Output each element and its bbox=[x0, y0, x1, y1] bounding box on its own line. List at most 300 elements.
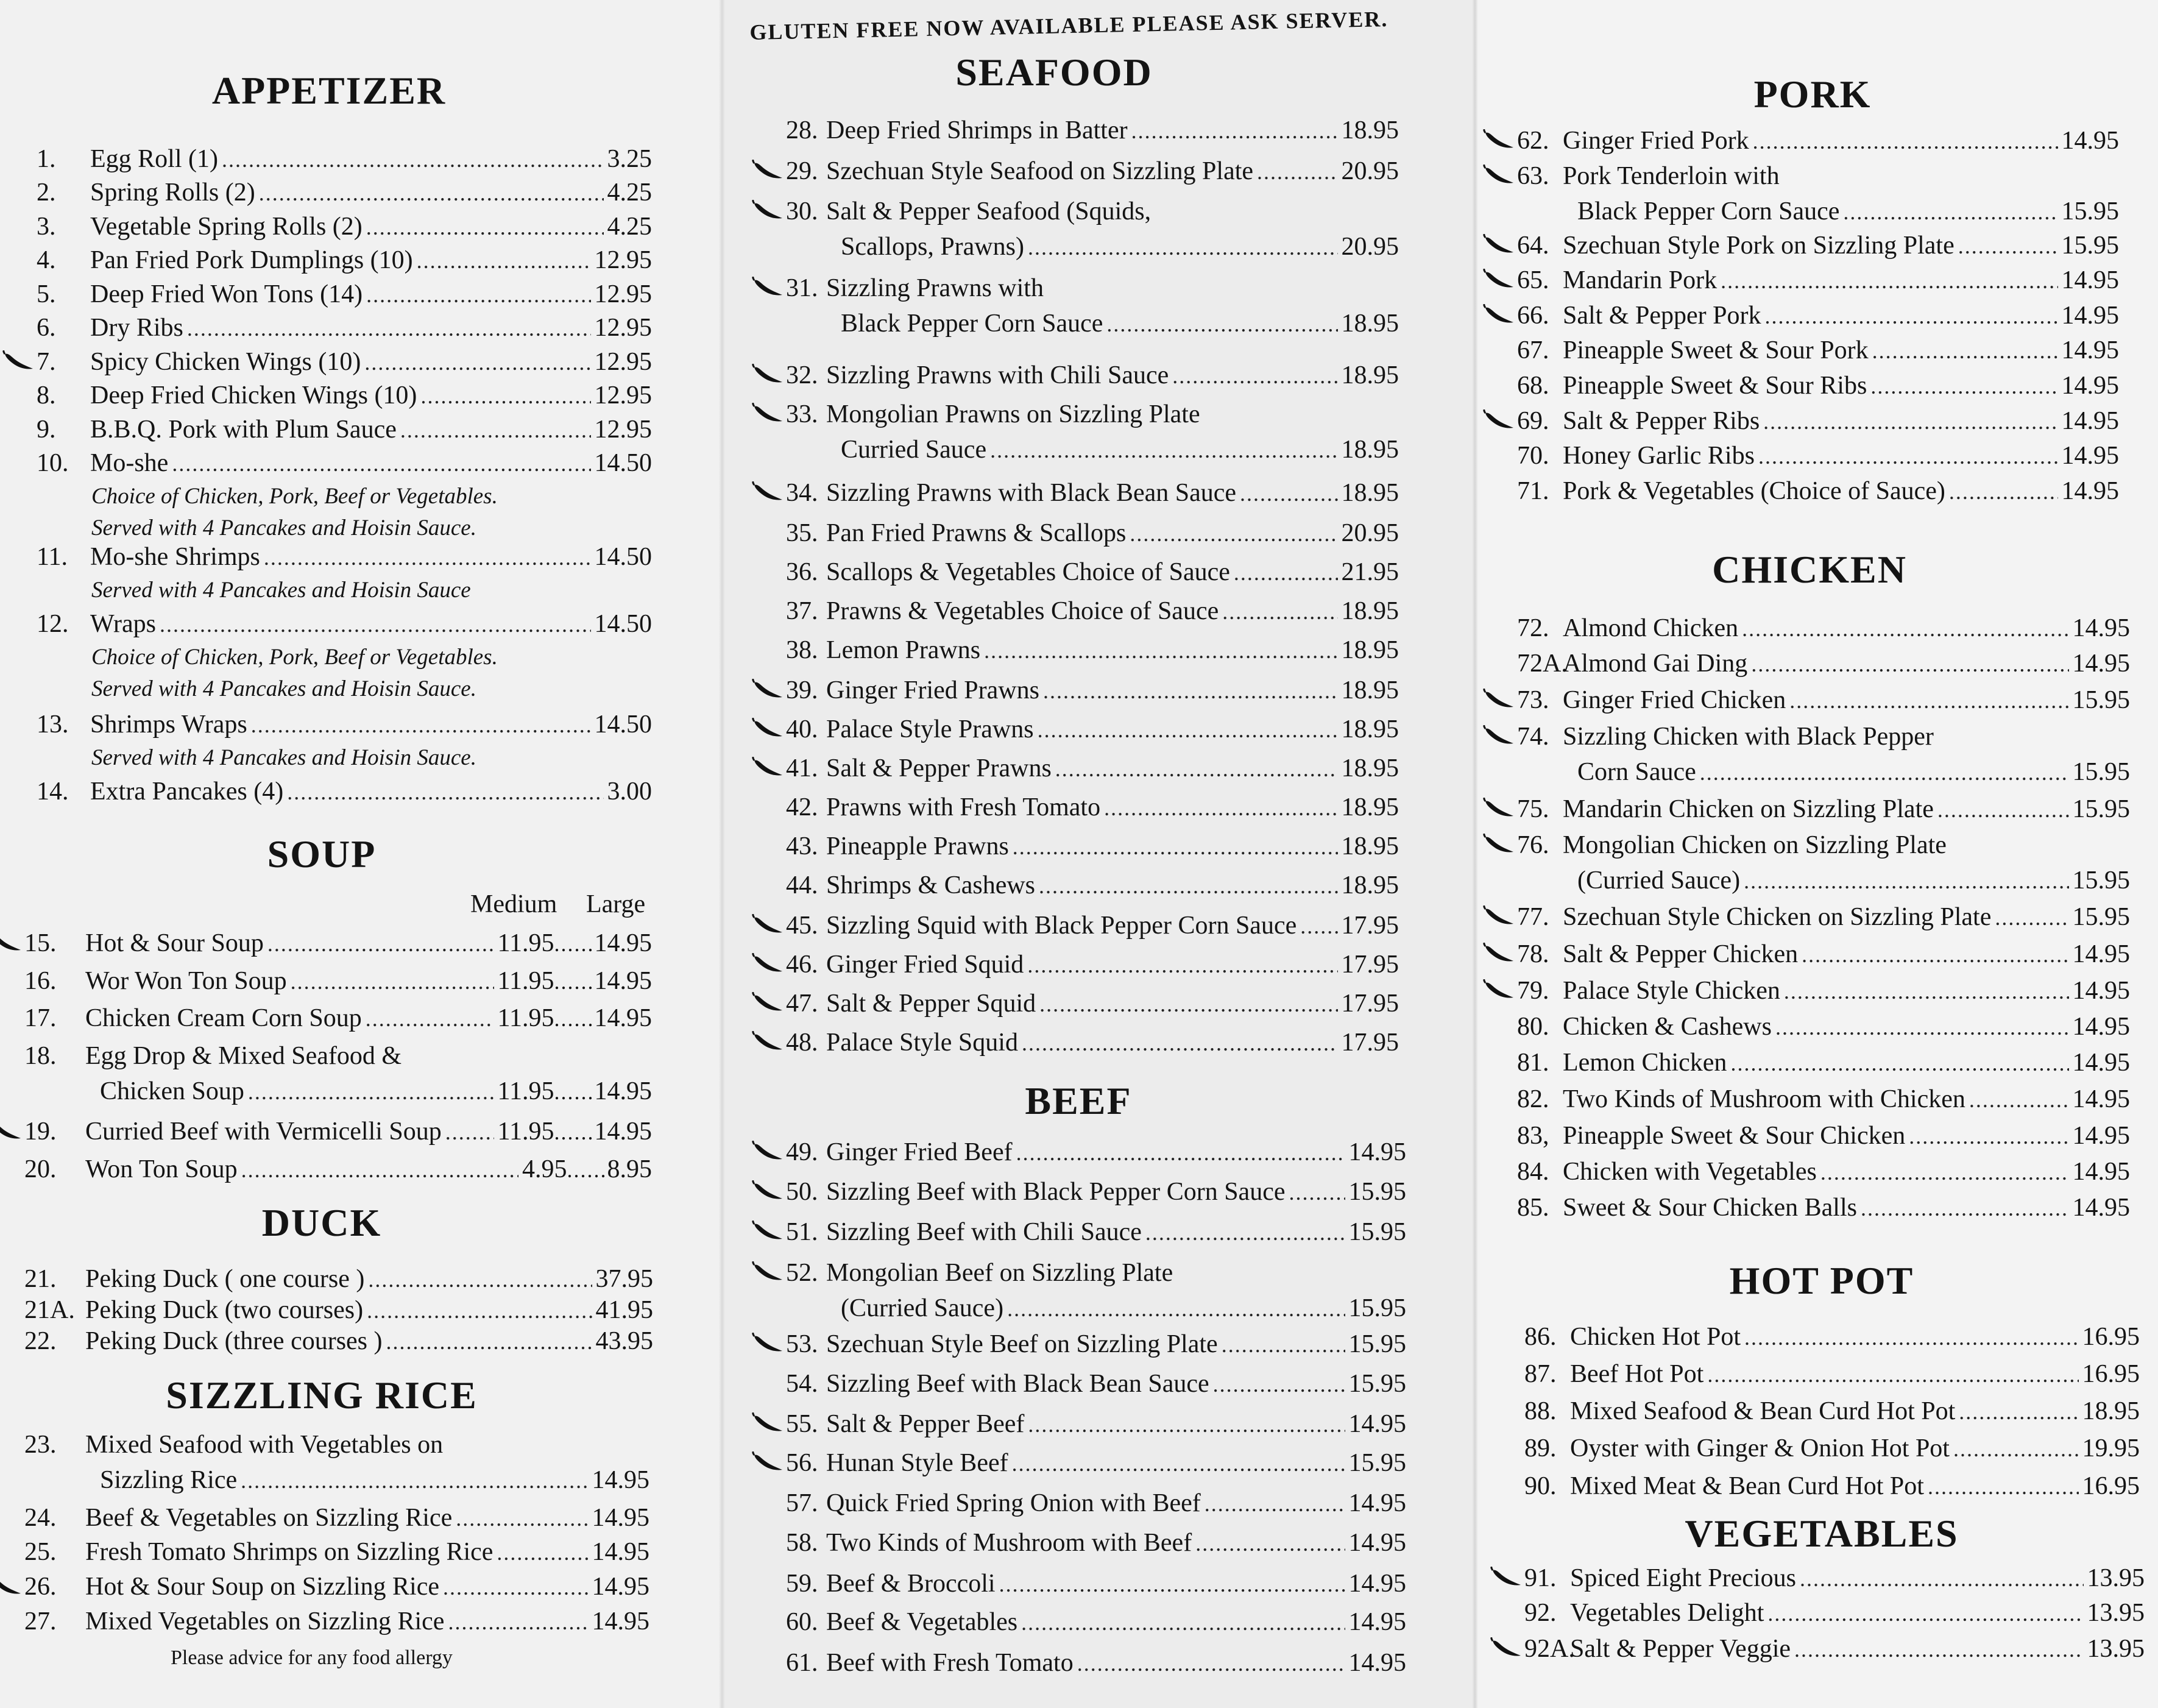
menu-item bbox=[786, 594, 1399, 629]
item-name: Egg Drop & Mixed Seafood & bbox=[85, 1042, 402, 1070]
menu-item bbox=[1517, 1082, 2130, 1117]
item-name: Sizzling Chicken with Black Pepper bbox=[1563, 723, 1934, 751]
chili-pepper-icon bbox=[752, 1451, 784, 1472]
item-name: Mongolian Prawns on Sizzling Plate bbox=[826, 400, 1200, 428]
leader-dots bbox=[1949, 474, 2058, 509]
item-name: Pineapple Sweet & Sour Ribs bbox=[1563, 372, 1867, 400]
menu-item bbox=[1517, 333, 2119, 368]
item-price: 3.25 bbox=[607, 145, 652, 173]
item-price: 13.95 bbox=[2087, 1635, 2145, 1663]
leader-dots bbox=[1958, 229, 2058, 264]
leader-dots bbox=[497, 1535, 588, 1570]
menu-item bbox=[37, 606, 652, 642]
item-price: 14.95 bbox=[1348, 1410, 1406, 1438]
price-medium: 11.95 bbox=[497, 929, 554, 957]
chili-pepper-icon bbox=[1483, 165, 1515, 185]
item-price: 14.95 bbox=[2072, 1122, 2130, 1150]
leader-dots bbox=[443, 1570, 589, 1605]
menu-item bbox=[24, 926, 652, 961]
menu-item bbox=[786, 633, 1399, 668]
item-number: 67. bbox=[1517, 336, 1549, 364]
item-price: 18.95 bbox=[1341, 871, 1399, 899]
leader-dots bbox=[1257, 154, 1337, 190]
item-number: 32. bbox=[786, 361, 818, 389]
leader-dots bbox=[1730, 1046, 2068, 1081]
item-name: Peking Duck ( one course ) bbox=[85, 1265, 365, 1293]
leader-dots bbox=[1240, 476, 1337, 511]
item-number: 39. bbox=[786, 676, 818, 704]
item-price: 12.95 bbox=[594, 381, 652, 409]
item-name: Salt & Pepper Ribs bbox=[1563, 407, 1760, 435]
leader-dots bbox=[1300, 909, 1337, 944]
item-name: Wraps bbox=[90, 610, 156, 638]
item-name: Lemon Prawns bbox=[826, 636, 981, 664]
item-number: 87. bbox=[1524, 1360, 1557, 1388]
chili-pepper-icon bbox=[1483, 798, 1515, 818]
item-name: Dry Ribs bbox=[90, 314, 183, 342]
item-name: Hot & Sour Soup bbox=[85, 929, 264, 957]
leader-dots bbox=[1753, 124, 2058, 159]
menu-item bbox=[786, 1566, 1406, 1601]
item-number: 33. bbox=[786, 400, 818, 428]
item-name: Deep Fried Won Tons (14) bbox=[90, 280, 363, 308]
leader-dots bbox=[1742, 611, 2068, 647]
item-price: 16.95 bbox=[2082, 1472, 2140, 1500]
item-name: Ginger Fried Beef bbox=[826, 1138, 1013, 1166]
menu-item bbox=[24, 1292, 653, 1328]
item-number: 75. bbox=[1517, 795, 1549, 823]
menu-item bbox=[786, 947, 1399, 982]
leader-dots bbox=[1721, 263, 2057, 299]
item-name: Sizzling Beef with Black Bean Sauce bbox=[826, 1370, 1209, 1398]
menu-item bbox=[1517, 158, 2119, 194]
leader-dots bbox=[1707, 1357, 2078, 1392]
item-name: Deep Fried Shrimps in Batter bbox=[826, 116, 1128, 144]
item-number: 72. bbox=[1517, 614, 1549, 642]
item-name: Mixed Vegetables on Sizzling Rice bbox=[85, 1607, 445, 1635]
item-price: 20.95 bbox=[1341, 519, 1399, 547]
menu-item-line-2 bbox=[1517, 863, 2130, 898]
item-price: 14.95 bbox=[1348, 1570, 1406, 1598]
menu-item bbox=[1524, 1561, 2145, 1596]
item-name: Beef Hot Pot bbox=[1570, 1360, 1704, 1388]
item-number: 21A. bbox=[24, 1296, 75, 1324]
leader-dots bbox=[999, 1567, 1345, 1602]
item-price: 12.95 bbox=[594, 416, 652, 444]
item-number: 61. bbox=[786, 1649, 818, 1677]
item-name: Vegetables Delight bbox=[1570, 1599, 1764, 1627]
price-large: 14.95 bbox=[594, 1004, 652, 1032]
section-title-hot-pot: HOT POT bbox=[1729, 1259, 1914, 1302]
item-name-continued: Chicken Soup bbox=[100, 1077, 244, 1105]
item-name: Oyster with Ginger & Onion Hot Pot bbox=[1570, 1434, 1950, 1462]
menu-item bbox=[37, 539, 652, 575]
price-medium: 11.95 bbox=[497, 1077, 554, 1105]
item-number: 58. bbox=[786, 1529, 818, 1557]
item-description: Choice of Chicken, Pork, Beef or Vegetables. bbox=[91, 645, 498, 670]
item-name: Lemon Chicken bbox=[1563, 1049, 1727, 1077]
leader-dots bbox=[1969, 1082, 2069, 1118]
section-title-pork: PORK bbox=[1753, 73, 1872, 116]
menu-item bbox=[1517, 403, 2119, 439]
menu-item bbox=[786, 1366, 1406, 1401]
leader-dots bbox=[1145, 1215, 1345, 1250]
item-name: Pan Fried Pork Dumplings (10) bbox=[90, 246, 413, 274]
price-large: 14.95 bbox=[594, 1118, 652, 1146]
item-price: 18.95 bbox=[1341, 636, 1399, 664]
item-name-continued: Corn Sauce bbox=[1577, 758, 1696, 786]
section-title-chicken: CHICKEN bbox=[1712, 548, 1907, 591]
item-name: Prawns & Vegetables Choice of Sauce bbox=[826, 597, 1219, 625]
item-number: 47. bbox=[786, 990, 818, 1018]
item-number: 22. bbox=[24, 1327, 57, 1355]
item-name: Chicken Hot Pot bbox=[1570, 1323, 1741, 1351]
leader-dots bbox=[241, 1463, 588, 1498]
leader-dots bbox=[1039, 987, 1337, 1022]
item-number: 5. bbox=[37, 280, 56, 308]
item-name: Prawns with Fresh Tomato bbox=[826, 793, 1101, 821]
item-price: 16.95 bbox=[2082, 1323, 2140, 1351]
leader-dots bbox=[187, 311, 591, 346]
menu-item bbox=[1517, 1154, 2130, 1189]
leader-dots bbox=[554, 964, 595, 999]
leader-dots bbox=[1104, 790, 1337, 826]
leader-dots bbox=[241, 1152, 518, 1188]
menu-item bbox=[786, 673, 1399, 708]
item-number: 20. bbox=[24, 1155, 57, 1183]
menu-item bbox=[1517, 1045, 2130, 1080]
item-number: 84. bbox=[1517, 1158, 1549, 1186]
item-number: 15. bbox=[24, 929, 57, 957]
item-price: 12.95 bbox=[594, 348, 652, 376]
item-name: Chicken Cream Corn Soup bbox=[85, 1004, 362, 1032]
leader-dots bbox=[1038, 712, 1338, 748]
leader-dots bbox=[1195, 1526, 1345, 1561]
chili-pepper-icon bbox=[752, 277, 784, 297]
chili-pepper-icon bbox=[752, 914, 784, 935]
item-price: 14.95 bbox=[1348, 1489, 1406, 1517]
item-name: Chicken with Vegetables bbox=[1563, 1158, 1817, 1186]
item-price: 14.50 bbox=[594, 610, 652, 638]
menu-item bbox=[1517, 473, 2119, 509]
item-price: 14.95 bbox=[592, 1573, 649, 1601]
menu-item bbox=[786, 475, 1399, 511]
menu-item bbox=[37, 412, 652, 447]
item-price: 15.95 bbox=[2061, 232, 2119, 260]
chili-pepper-icon bbox=[1483, 129, 1515, 150]
item-price: 43.95 bbox=[595, 1327, 653, 1355]
leader-dots bbox=[172, 446, 590, 481]
item-name-continued: Curried Sauce bbox=[841, 436, 987, 464]
chili-pepper-icon bbox=[752, 1180, 784, 1201]
item-number: 40. bbox=[786, 715, 818, 743]
item-price: 14.95 bbox=[592, 1538, 649, 1566]
item-price: 20.95 bbox=[1341, 233, 1399, 261]
chili-pepper-icon bbox=[1490, 1567, 1522, 1587]
price-large: 8.95 bbox=[607, 1155, 652, 1183]
leader-dots bbox=[1751, 647, 2068, 682]
item-name: Almond Chicken bbox=[1563, 614, 1739, 642]
item-name: Mixed Seafood with Vegetables on bbox=[85, 1431, 444, 1459]
item-price: 14.95 bbox=[2061, 127, 2119, 155]
menu-item bbox=[24, 963, 652, 999]
chili-pepper-icon bbox=[752, 992, 784, 1013]
chili-pepper-icon bbox=[752, 200, 784, 221]
menu-item bbox=[786, 397, 1399, 432]
item-number: 37. bbox=[786, 597, 818, 625]
menu-item bbox=[37, 175, 652, 210]
item-number: 29. bbox=[786, 157, 818, 185]
leader-dots bbox=[1130, 516, 1337, 551]
item-name: Sizzling Beef with Black Pepper Corn Sauce bbox=[826, 1178, 1286, 1206]
chili-pepper-icon bbox=[1483, 905, 1515, 926]
item-price: 15.95 bbox=[1348, 1218, 1406, 1246]
item-price: 18.95 bbox=[1341, 361, 1399, 389]
chili-pepper-icon bbox=[1483, 234, 1515, 255]
menu-item bbox=[24, 1001, 652, 1036]
item-price: 12.95 bbox=[594, 246, 652, 274]
item-price: 17.95 bbox=[1341, 912, 1399, 940]
item-name: Vegetable Spring Rolls (2) bbox=[90, 213, 363, 241]
item-price: 15.95 bbox=[2072, 903, 2130, 931]
leader-dots bbox=[1131, 113, 1338, 149]
chili-pepper-icon bbox=[752, 1141, 784, 1161]
item-number: 49. bbox=[786, 1138, 818, 1166]
item-number: 91. bbox=[1524, 1564, 1557, 1592]
item-price: 14.95 bbox=[1348, 1138, 1406, 1166]
leader-dots bbox=[1022, 1026, 1338, 1061]
item-name-continued: (Curried Sauce) bbox=[1577, 866, 1741, 895]
leader-dots bbox=[267, 926, 494, 962]
menu-item bbox=[24, 1604, 649, 1639]
chili-pepper-icon bbox=[752, 160, 784, 180]
menu-item bbox=[786, 555, 1399, 590]
chili-pepper-icon bbox=[0, 932, 22, 952]
item-description: Served with 4 Pancakes and Hoisin Sauce. bbox=[91, 676, 476, 701]
menu-item bbox=[1517, 827, 2130, 863]
menu-item bbox=[786, 1135, 1406, 1170]
leader-dots bbox=[291, 964, 494, 999]
item-name: Two Kinds of Mushroom with Chicken bbox=[1563, 1085, 1965, 1113]
leader-dots bbox=[1289, 1175, 1345, 1210]
fold-crease bbox=[1472, 0, 1478, 1708]
item-number: 27. bbox=[24, 1607, 57, 1635]
item-name: Chicken & Cashews bbox=[1563, 1013, 1772, 1041]
leader-dots bbox=[366, 277, 590, 313]
menu-item bbox=[1524, 1431, 2140, 1466]
item-number: 69. bbox=[1517, 407, 1549, 435]
leader-dots bbox=[1758, 439, 2058, 474]
menu-item bbox=[786, 1025, 1399, 1060]
item-price: 15.95 bbox=[2072, 686, 2130, 714]
item-price: 15.95 bbox=[1348, 1330, 1406, 1358]
chili-pepper-icon bbox=[752, 1412, 784, 1433]
item-name: Curried Beef with Vermicelli Soup bbox=[85, 1118, 442, 1146]
leader-dots bbox=[1700, 755, 2069, 790]
item-number: 30. bbox=[786, 197, 818, 225]
menu-item-line-2 bbox=[1517, 194, 2119, 229]
leader-dots bbox=[222, 142, 604, 177]
item-name: Salt & Pepper Pork bbox=[1563, 302, 1761, 330]
item-price: 14.95 bbox=[592, 1466, 649, 1494]
leader-dots bbox=[160, 607, 591, 642]
chili-pepper-icon bbox=[752, 1221, 784, 1241]
menu-item bbox=[786, 1445, 1406, 1481]
item-description: Served with 4 Pancakes and Hoisin Sauce bbox=[91, 578, 471, 603]
leader-dots bbox=[448, 1604, 588, 1640]
leader-dots bbox=[445, 1114, 494, 1150]
item-number: 21. bbox=[24, 1265, 57, 1293]
menu-item-line-2 bbox=[786, 306, 1399, 341]
item-name: Hunan Style Beef bbox=[826, 1449, 1008, 1477]
leader-dots bbox=[1234, 555, 1338, 590]
item-number: 46. bbox=[786, 951, 818, 979]
menu-item bbox=[786, 1327, 1406, 1362]
menu-item bbox=[786, 829, 1399, 864]
item-number: 85. bbox=[1517, 1194, 1549, 1222]
item-name: Fresh Tomato Shrimps on Sizzling Rice bbox=[85, 1538, 494, 1566]
section-title-sizzling-rice: SIZZLING RICE bbox=[166, 1373, 478, 1417]
item-number: 53. bbox=[786, 1330, 818, 1358]
menu-item bbox=[1517, 1009, 2130, 1044]
item-name: Pineapple Sweet & Sour Chicken bbox=[1563, 1122, 1906, 1150]
menu-item bbox=[1517, 263, 2119, 298]
item-name: B.B.Q. Pork with Plum Sauce bbox=[90, 416, 397, 444]
item-name: Mandarin Pork bbox=[1563, 266, 1718, 294]
item-number: 36. bbox=[786, 558, 818, 586]
section-title-seafood: SEAFOOD bbox=[955, 51, 1153, 94]
item-name: Egg Roll (1) bbox=[90, 145, 218, 173]
menu-item bbox=[24, 1114, 652, 1149]
menu-item bbox=[37, 445, 652, 481]
item-price: 14.95 bbox=[2072, 977, 2130, 1005]
item-number: 86. bbox=[1524, 1323, 1557, 1351]
item-name: Sizzling Prawns with bbox=[826, 274, 1044, 302]
leader-dots bbox=[420, 378, 590, 414]
menu-item bbox=[786, 194, 1399, 229]
menu-item bbox=[37, 344, 652, 380]
chili-pepper-icon bbox=[752, 403, 784, 423]
item-number: 10. bbox=[37, 449, 69, 477]
item-price: 14.95 bbox=[2061, 302, 2119, 330]
item-price: 14.95 bbox=[2061, 266, 2119, 294]
item-name-continued: Sizzling Rice bbox=[100, 1466, 238, 1494]
item-number: 89. bbox=[1524, 1434, 1557, 1462]
price-large: 14.95 bbox=[594, 967, 652, 995]
item-price: 17.95 bbox=[1341, 951, 1399, 979]
leader-dots bbox=[264, 540, 591, 575]
item-number: 55. bbox=[786, 1410, 818, 1438]
leader-dots bbox=[1843, 194, 2057, 230]
leader-dots bbox=[1870, 369, 2057, 404]
item-number: 28. bbox=[786, 116, 818, 144]
leader-dots bbox=[1744, 863, 2068, 899]
item-name: Salt & Pepper Chicken bbox=[1563, 940, 1799, 968]
leader-dots bbox=[1928, 1469, 2079, 1504]
item-number: 24. bbox=[24, 1504, 57, 1532]
item-price: 18.95 bbox=[1341, 116, 1399, 144]
item-price: 14.95 bbox=[1348, 1529, 1406, 1557]
item-name: Szechuan Style Seafood on Sizzling Plate bbox=[826, 157, 1254, 185]
item-price: 18.95 bbox=[1341, 479, 1399, 507]
fold-crease bbox=[719, 0, 725, 1708]
item-price: 14.95 bbox=[2072, 1158, 2130, 1186]
item-number: 42. bbox=[786, 793, 818, 821]
leader-dots bbox=[1016, 1135, 1345, 1171]
item-number: 25. bbox=[24, 1538, 57, 1566]
item-number: 57. bbox=[786, 1489, 818, 1517]
item-name: Mo-she Shrimps bbox=[90, 543, 260, 571]
item-name: Hot & Sour Soup on Sizzling Rice bbox=[85, 1573, 439, 1601]
item-price: 12.95 bbox=[594, 314, 652, 342]
chili-pepper-icon bbox=[1483, 689, 1515, 709]
menu-item bbox=[786, 358, 1399, 393]
menu-item bbox=[1524, 1469, 2140, 1504]
chili-pepper-icon bbox=[752, 1261, 784, 1282]
item-name: Pan Fried Prawns & Scallops bbox=[826, 519, 1127, 547]
item-price: 17.95 bbox=[1341, 990, 1399, 1018]
item-name-continued: Black Pepper Corn Sauce bbox=[841, 310, 1103, 338]
item-price: 15.95 bbox=[1348, 1178, 1406, 1206]
section-title-beef: BEEF bbox=[1025, 1079, 1132, 1122]
price-medium: 11.95 bbox=[497, 1118, 554, 1146]
item-price: 14.50 bbox=[594, 710, 652, 739]
item-name: Mo-she bbox=[90, 449, 169, 477]
leader-dots bbox=[400, 413, 591, 448]
menu-item bbox=[1517, 123, 2119, 158]
item-name: Peking Duck (two courses) bbox=[85, 1296, 364, 1324]
chili-pepper-icon bbox=[1483, 834, 1515, 854]
leader-dots bbox=[1744, 1320, 2079, 1355]
item-name: Salt & Pepper Beef bbox=[826, 1410, 1025, 1438]
item-name: Deep Fried Chicken Wings (10) bbox=[90, 381, 417, 409]
item-name: Spiced Eight Precious bbox=[1570, 1564, 1796, 1592]
menu-item bbox=[37, 277, 652, 312]
item-number: 52. bbox=[786, 1259, 818, 1287]
item-price: 15.95 bbox=[1348, 1449, 1406, 1477]
item-name: Pineapple Prawns bbox=[826, 832, 1009, 860]
menu-item bbox=[1517, 298, 2119, 333]
chili-pepper-icon bbox=[2, 350, 34, 371]
price-large: 14.95 bbox=[594, 1077, 652, 1105]
leader-dots bbox=[1767, 1596, 2083, 1631]
item-number: 23. bbox=[24, 1431, 57, 1459]
item-name: Mandarin Chicken on Sizzling Plate bbox=[1563, 795, 1934, 823]
item-price: 18.95 bbox=[2082, 1397, 2140, 1425]
leader-dots bbox=[1953, 1431, 2079, 1467]
menu-item-line-2 bbox=[786, 432, 1399, 467]
item-price: 21.95 bbox=[1341, 558, 1399, 586]
item-number: 66. bbox=[1517, 302, 1549, 330]
menu-item bbox=[1517, 228, 2119, 263]
menu-item bbox=[1517, 682, 2130, 718]
menu-item bbox=[786, 516, 1399, 551]
item-price: 18.95 bbox=[1341, 436, 1399, 464]
chili-pepper-icon bbox=[1483, 979, 1515, 1000]
menu-item bbox=[24, 1427, 649, 1462]
menu-item-line-2 bbox=[24, 1074, 652, 1109]
chili-pepper-icon bbox=[752, 1031, 784, 1052]
leader-dots bbox=[248, 1074, 494, 1110]
item-number: 88. bbox=[1524, 1397, 1557, 1425]
price-medium: 4.95 bbox=[522, 1155, 567, 1183]
item-number: 68. bbox=[1517, 372, 1549, 400]
item-price: 20.95 bbox=[1341, 157, 1399, 185]
leader-dots bbox=[1205, 1486, 1345, 1522]
leader-dots bbox=[251, 707, 591, 743]
leader-dots bbox=[1995, 900, 2068, 935]
menu-item-line-2 bbox=[24, 1462, 649, 1498]
